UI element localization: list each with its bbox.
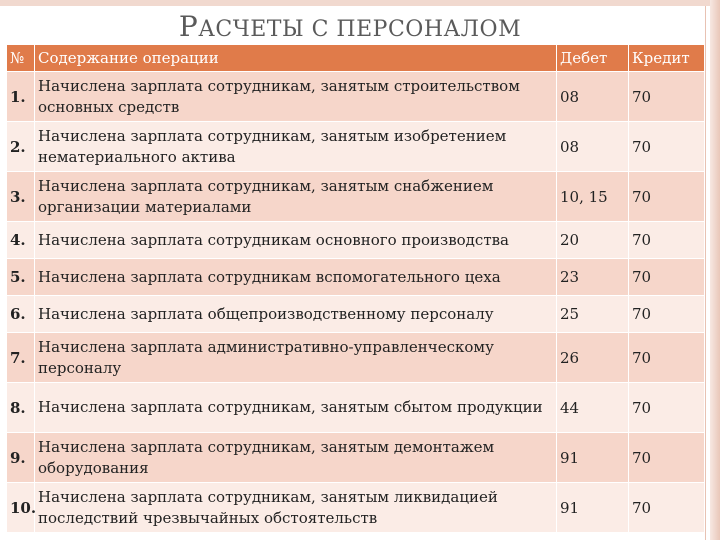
row-debit: 10, 15: [557, 172, 629, 222]
row-credit: 70: [629, 296, 705, 333]
row-operation: Начислена зарплата сотрудникам основного производства: [35, 222, 557, 259]
header-operation: Содержание операции: [35, 45, 557, 72]
row-credit: 70: [629, 259, 705, 296]
row-credit: 70: [629, 72, 705, 122]
row-number: 3.: [7, 172, 35, 222]
row-operation: Начислена зарплата сотрудникам вспомогательного цеха: [35, 259, 557, 296]
table-row: [7, 383, 705, 433]
row-debit: 91: [557, 483, 629, 533]
slide-right-border: [710, 0, 720, 540]
row-credit: 70: [629, 222, 705, 259]
operations-table: [6, 44, 705, 533]
row-operation: Начислена зарплата сотрудникам, занятым демонтажем оборудования: [35, 433, 557, 483]
table-row: [7, 296, 705, 333]
row-debit: 08: [557, 122, 629, 172]
header-credit: Кредит: [629, 45, 705, 72]
row-operation: Начислена зарплата сотрудникам, занятым строительством основных средств: [35, 72, 557, 122]
table-row: [7, 72, 705, 122]
row-debit: 26: [557, 333, 629, 383]
table-row: [7, 122, 705, 172]
row-credit: 70: [629, 172, 705, 222]
table-header-row: [7, 45, 705, 72]
table-row: [7, 433, 705, 483]
table-row: [7, 172, 705, 222]
row-credit: 70: [629, 483, 705, 533]
slide-top-border: [0, 0, 720, 6]
row-number: 7.: [7, 333, 35, 383]
row-debit: 23: [557, 259, 629, 296]
row-number: 5.: [7, 259, 35, 296]
row-number: 8.: [7, 383, 35, 433]
row-number: 10.: [7, 483, 35, 533]
slide-title: РАСЧЕТЫ С ПЕРСОНАЛОМ: [178, 10, 522, 43]
slide-right-rule: [705, 6, 706, 540]
row-debit: 91: [557, 433, 629, 483]
row-number: 6.: [7, 296, 35, 333]
row-operation: Начислена зарплата сотрудникам, занятым сбытом продукции: [35, 383, 557, 433]
row-operation: Начислена зарплата административно-управленческому персоналу: [35, 333, 557, 383]
table-row: [7, 222, 705, 259]
row-credit: 70: [629, 433, 705, 483]
row-credit: 70: [629, 122, 705, 172]
row-debit: 44: [557, 383, 629, 433]
row-operation: Начислена зарплата сотрудникам, занятым ликвидацией последствий чрезвычайных обстоятельств: [35, 483, 557, 533]
header-number: №: [7, 45, 35, 72]
row-number: 1.: [7, 72, 35, 122]
row-operation: Начислена зарплата сотрудникам, занятым снабжением организации материалами: [35, 172, 557, 222]
row-number: 9.: [7, 433, 35, 483]
table-row: [7, 333, 705, 383]
row-number: 2.: [7, 122, 35, 172]
row-operation: Начислена зарплата сотрудникам, занятым изобретением нематериального актива: [35, 122, 557, 172]
header-debit: Дебет: [557, 45, 629, 72]
row-debit: 08: [557, 72, 629, 122]
row-credit: 70: [629, 383, 705, 433]
row-operation: Начислена зарплата общепроизводственному персоналу: [35, 296, 557, 333]
table-row: [7, 483, 705, 533]
table-row: [7, 259, 705, 296]
row-credit: 70: [629, 333, 705, 383]
row-debit: 25: [557, 296, 629, 333]
row-debit: 20: [557, 222, 629, 259]
row-number: 4.: [7, 222, 35, 259]
